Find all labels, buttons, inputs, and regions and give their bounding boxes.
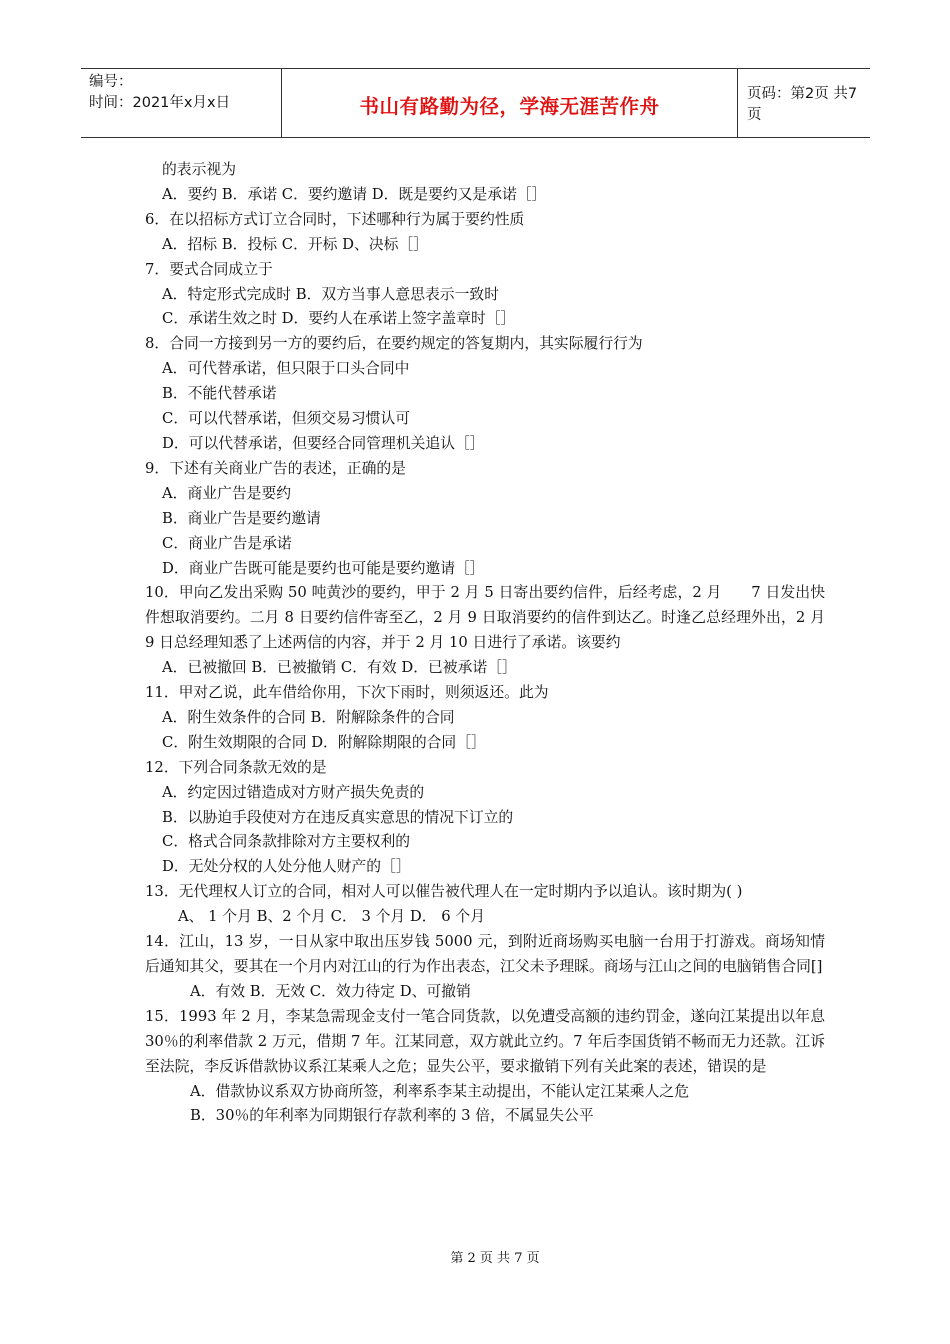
text-line: A．约定因过错造成对方财产损失免责的 [162,783,425,801]
text-line: 的表示视为 [162,161,236,178]
text-line: D．无处分权的人处分他人财产的［］ [162,858,411,876]
text-line: A．附生效条件的合同 B．附解除条件的合同 [162,708,455,726]
text-line: A．可代替承诺，但只限于口头合同中 [162,360,410,378]
text-line: 8．合同一方接到另一方的要约后，在要约规定的答复期内，其实际履行行为 [145,335,643,353]
text-line: D．可以代替承诺，但要经合同管理机关追认［］ [162,434,485,452]
header-page-cell [738,69,870,137]
text-line: C．可以代替承诺，但须交易习惯认可 [162,410,411,428]
text-line: D．商业广告既可能是要约也可能是要约邀请［］ [162,559,485,577]
text-line: C．商业广告是承诺 [162,534,292,552]
text-line: B．以胁迫手段使对方在违反真实意思的情况下订立的 [162,808,514,826]
text-line: A．特定形式完成时 B．双方当事人意思表示一致时 [162,285,499,303]
text-line: 12．下列合同条款无效的是 [145,758,327,776]
text-line: C．附生效期限的合同 D．附解除期限的合同［］ [162,733,486,751]
header-motto: 书山有路勤为径，学海无涯苦作舟 [359,95,660,118]
page-header [81,68,870,138]
header-page-number: 页码：第2页 共7页 [747,86,858,123]
text-line: A．招标 B．投标 C．开标 D、决标［］ [162,235,429,253]
text-line: A、 1 个月 B、2 个月 C． 3 个月 D． 6 个月 [178,908,486,926]
text-line: A．借款协议系双方协商所签，利率系李某主动提出，不能认定江某乘人之危 [190,1082,689,1100]
header-info-cell [81,69,282,137]
text-line: C．格式合同条款排除对方主要权利的 [162,833,411,851]
text-line: 15．1993 年 2 月，李某急需现金支付一笔合同货款，以免遭受高额的违约罚金，遂向江某提出以年息 30％的利率借款 2 万元，借期 7 年。江某同意，双方就此立约。7 年后李国货销不畅而无力还款。江诉至法院，李反诉借款协议系江某乘人之危；显失公平，要求撤销下列有关此案的表述，错误的是 [145,1007,825,1075]
text-line: 11．甲对乙说，此车借给你用，下次下雨时，则须返还。此为 [145,684,549,702]
text-line: A．有效 B．无效 C．效力待定 D、可撤销 [190,982,471,1000]
text-line: A．已被撤回 B．已被撤销 C．有效 D．已被承诺［］ [162,659,517,677]
text-line: 6．在以招标方式订立合同时，下述哪种行为属于要约性质 [145,210,525,228]
text-line: B．不能代替承诺 [162,385,277,403]
text-line: 10．甲向乙发出采购 50 吨黄沙的要约，甲于 2 月 5 日寄出要约信件，后经考虑，2 月 7 日发出快件想取消要约。二月 8 日要约信件寄至乙，2 月 9 日取消要约的信件到达乙。时逢乙总经理外出，2 月 9 日总经理知悉了上述两信的内容，并于 2 月 10 日进行了承诺。该要约 [145,584,825,652]
text-line: 9．下述有关商业广告的表述，正确的是 [145,459,406,477]
header-motto-cell [282,69,738,137]
text-line: C．承诺生效之时 D．要约人在承诺上签字盖章时［］ [162,310,516,328]
page-footer: 第 2 页 共 7 页 [450,1251,540,1266]
text-line: A．商业广告是要约 [162,484,292,502]
text-line: 7．要式合同成立于 [145,260,273,278]
text-line: 13．无代理权人订立的合同，相对人可以催告被代理人在一定时期内予以追认。该时期为( ) [145,883,743,901]
text-line: B．商业广告是要约邀请 [162,509,321,527]
text-line: B．30％的年利率为同期银行存款利率的 3 倍，不属显失公平 [190,1107,594,1125]
document-date: 时间：2021年x月x日 [89,95,231,111]
document-number-label: 编号： [89,74,133,90]
document-body [145,158,825,1129]
text-line: A．要约 B．承诺 C．要约邀请 D．既是要约又是承诺［］ [162,185,547,203]
text-line: 14．江山，13 岁，一日从家中取出压岁钱 5000 元，到附近商场购买电脑一台用于打游戏。商场知情后通知其父，要其在一个月内对江山的行为作出表态，江父未予理睬。商场与江山之间的电脑销售合同[] [145,933,825,975]
